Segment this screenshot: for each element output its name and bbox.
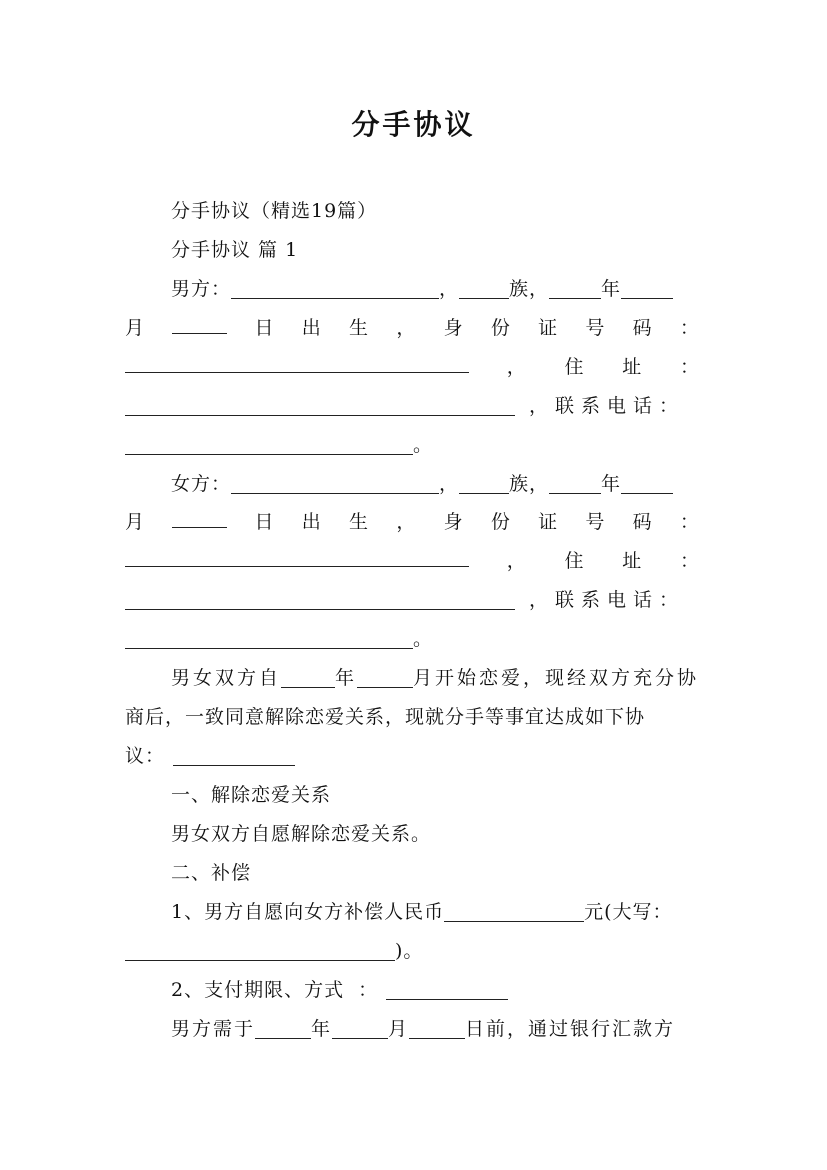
male-day-blank[interactable] [172, 309, 227, 334]
male-line-5: 。 [125, 426, 700, 464]
female-label: 女方： [171, 473, 232, 495]
female-line-3: ， 住 址 ： [125, 542, 700, 580]
female-day-blank[interactable] [172, 503, 227, 528]
female-id-blank[interactable] [125, 542, 469, 567]
payment-deadline-line: 男方需于 年 月 日前，通过银行汇款方 [171, 1010, 700, 1048]
amount-words-blank[interactable] [125, 936, 395, 961]
male-year-blank[interactable] [549, 274, 601, 299]
agreement-blank[interactable] [173, 741, 295, 766]
female-line-1: 女方： ， 族， 年 [171, 465, 700, 503]
female-month-blank[interactable] [621, 469, 673, 494]
para1-line-3: 议： [125, 737, 700, 775]
section-1-text: 男女双方自愿解除恋爱关系。 [171, 823, 432, 845]
compensation-line-2: )。 [125, 932, 700, 970]
male-line-3: ， 住 址 ： [125, 348, 700, 386]
document-title: 分手协议 [351, 108, 476, 141]
male-label: 男方： [171, 278, 232, 300]
section-2-title: 二、补偿 [171, 862, 252, 884]
amount-blank[interactable] [444, 897, 584, 922]
compensation-line-1: 1、男方自愿向女方补偿人民币 元(大写： [171, 893, 700, 931]
female-address-blank[interactable] [125, 585, 515, 610]
male-address-blank[interactable] [125, 391, 515, 416]
male-id-blank[interactable] [125, 348, 469, 373]
female-line-4: ，联系电话： [125, 581, 700, 619]
start-month-blank[interactable] [357, 663, 413, 688]
male-line-2: 月 日 出 生 ， 身 份 证 号 码 ： [125, 309, 700, 347]
pay-month-blank[interactable] [332, 1014, 388, 1039]
para1-line-1: 男女双方自 年 月开始恋爱，现经双方充分协 [171, 659, 700, 697]
document-subtitle: 分手协议（精选19篇） [171, 200, 378, 222]
start-year-blank[interactable] [281, 663, 335, 688]
pay-year-blank[interactable] [255, 1014, 311, 1039]
female-year-blank[interactable] [549, 469, 601, 494]
female-ethnic-blank[interactable] [459, 469, 509, 494]
chapter-heading: 分手协议 篇 1 [171, 239, 299, 261]
male-name-blank[interactable] [231, 274, 439, 299]
male-ethnic-blank[interactable] [459, 274, 509, 299]
section-1-title: 一、解除恋爱关系 [171, 784, 332, 806]
payment-term-line: 2、支付期限、方式 ： [171, 971, 700, 1009]
female-name-blank[interactable] [231, 469, 439, 494]
male-line-1: 男方： ， 族， 年 [171, 270, 700, 308]
pay-day-blank[interactable] [409, 1014, 465, 1039]
para1-line-2: 商后，一致同意解除恋爱关系，现就分手等事宜达成如下协 [125, 706, 646, 728]
female-phone-blank[interactable] [125, 624, 413, 649]
male-month-blank[interactable] [621, 274, 673, 299]
female-line-5: 。 [125, 620, 700, 658]
payment-method-blank[interactable] [386, 975, 508, 1000]
male-line-4: ，联系电话： [125, 387, 700, 425]
female-line-2: 月 日 出 生 ， 身 份 证 号 码 ： [125, 503, 700, 541]
male-phone-blank[interactable] [125, 430, 413, 455]
